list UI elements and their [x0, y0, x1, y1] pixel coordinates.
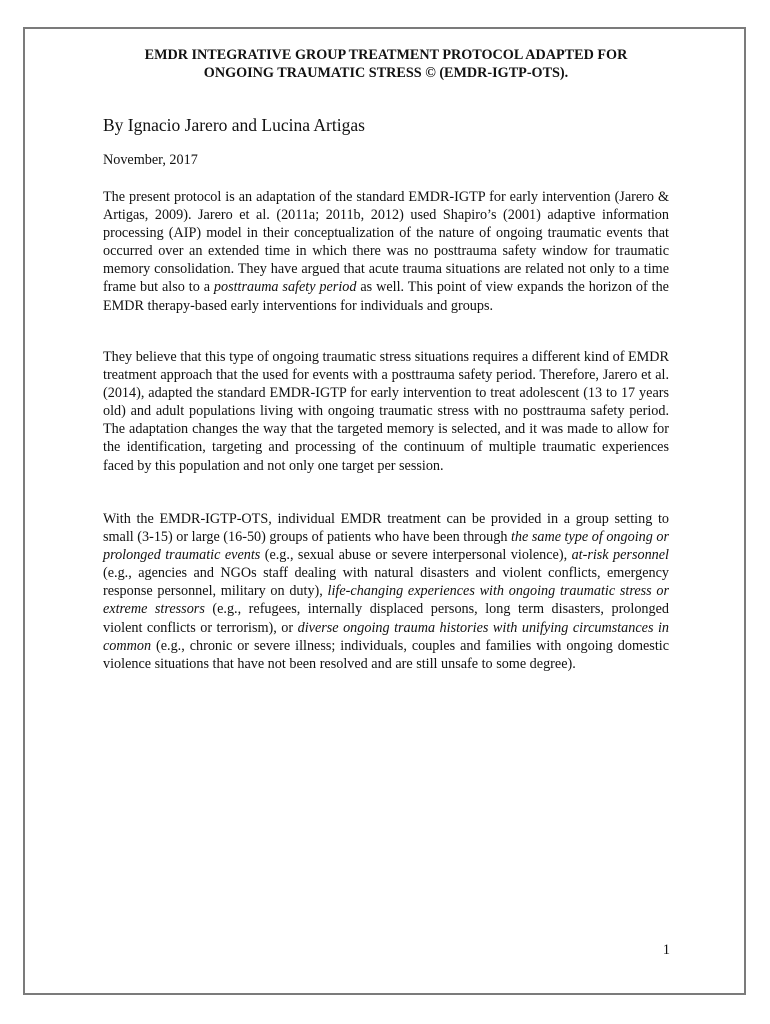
title-line-2: ONGOING TRAUMATIC STRESS © (EMDR-IGTP-OTS). [203, 65, 569, 81]
p2-text-1: They believe that this type of ongoing traumatic stress situations requires a different kind of EMDR treatment approach that the used for events with a posttrauma safety period. Therefore, Jarero et al. (2014), adapted the standard EMDR-IGTP for early intervention to treat adolescent (13 to 17 years old) and adult populations living with ongoing traumatic stress with no posttrauma safety period. The adaptation changes the way that the targeted memory is selected, and it was made to allow for the identification, targeting and processing of the continuum of multiple traumatic experiences faced by this population and not only one target per session. [103, 349, 669, 474]
p3-italic-1: the same type of ongoing or prolonged traumatic events [103, 529, 669, 564]
p3-italic-2: at-risk personnel [571, 547, 669, 564]
p1-text-2: as well. This point of view expands the horizon of the EMDR therapy-based early interventions for individuals and groups. [103, 279, 669, 314]
p3-text-1: With the EMDR-IGTP-OTS, individual EMDR treatment can be provided in a group setting to small (3-15) or large (16-50) groups of patients who have been through [103, 511, 669, 546]
paragraph-adaptation [103, 348, 669, 475]
page-number: 1 [662, 942, 670, 958]
author-line: By Ignacio Jarero and Lucina Artigas [103, 115, 365, 135]
p3-italic-4: diverse ongoing trauma histories with unifying circumstances in common [103, 619, 669, 654]
p3-text-4: (e.g., refugees, internally displaced persons, long term disasters, prolonged violent conflicts or terrorism), or [103, 601, 669, 636]
p3-text-5: (e.g., chronic or severe illness; individuals, couples and families with ongoing domestic violence situations that have not been resolved and are still unsafe to some degree). [103, 637, 669, 672]
p1-text-1: The present protocol is an adaptation of the standard EMDR-IGTP for early intervention (Jarero & Artigas, 2009). Jarero et al. (2011a; 2011b, 2012) used Shapiro’s (2001) adaptive information processing (AIP) model in their conceptualization of the nature of ongoing traumatic events that occurred over an extended time in which there was no posttrauma safety window for traumatic memory consolidation. They have argued that acute trauma situations are related not only to a time frame but also to a [103, 189, 669, 296]
p3-italic-3: life-changing experiences with ongoing traumatic stress or extreme stressors [103, 583, 669, 618]
paragraph-application [103, 510, 669, 673]
p3-text-2: (e.g., sexual abuse or severe interpersonal violence), [260, 547, 572, 564]
document-title [103, 46, 669, 82]
paragraph-intro [103, 188, 669, 315]
title-line-1: EMDR INTEGRATIVE GROUP TREATMENT PROTOCOL ADAPTED FOR [144, 47, 628, 63]
publication-date: November, 2017 [103, 152, 198, 168]
p1-italic-1: posttrauma safety period [213, 279, 357, 296]
p3-text-3: (e.g., agencies and NGOs staff dealing with natural disasters and violent conflicts, emergency response personnel, military on duty), [103, 565, 669, 600]
